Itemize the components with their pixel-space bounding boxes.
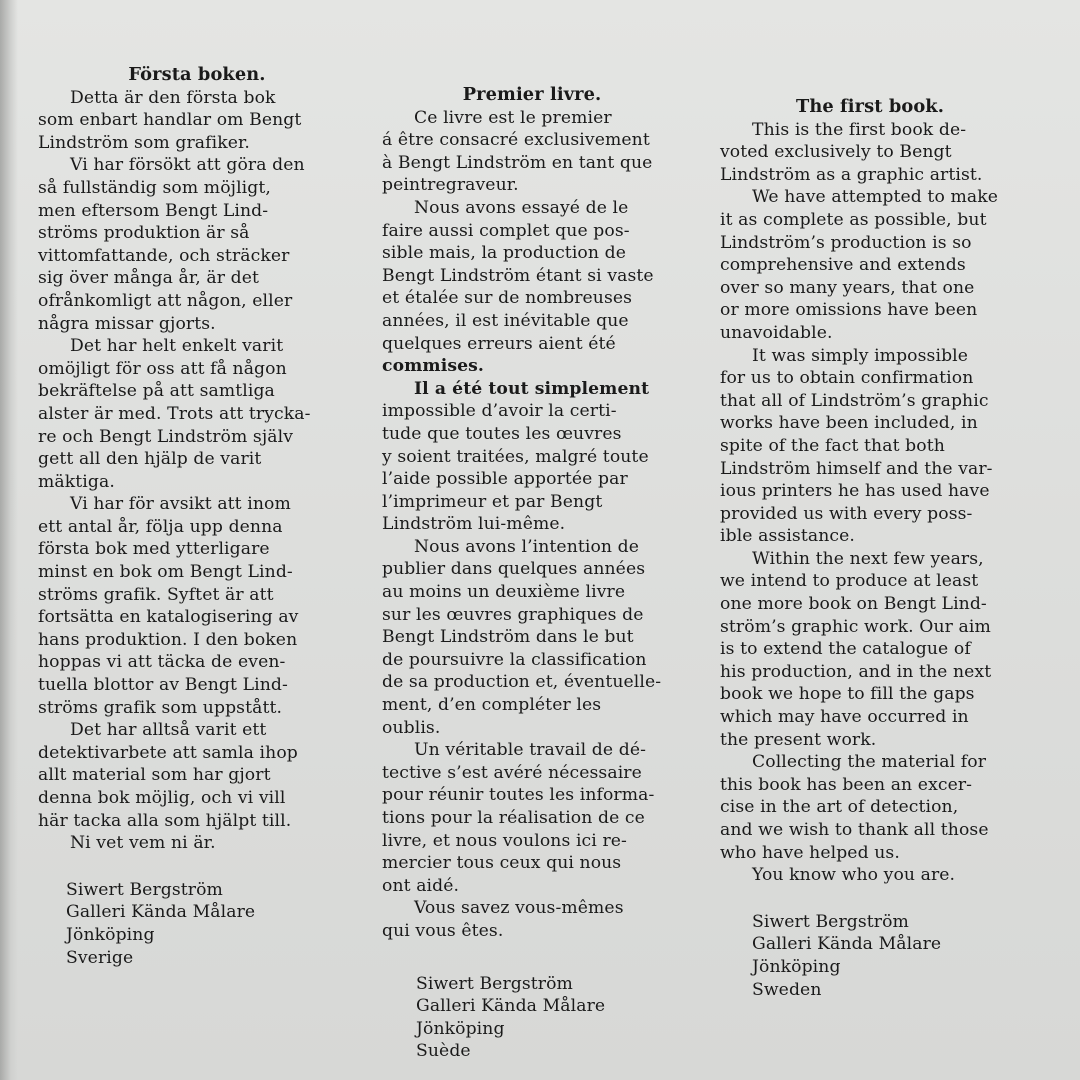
french-text-line: oublis. — [382, 717, 441, 738]
french-text-line: et étalée sur de nombreuses — [382, 288, 633, 309]
english-text-line: is to extend the catalogue of — [720, 639, 971, 660]
french-text-line: á être consacré exclusivement — [382, 130, 650, 151]
swedish-text-line: här tacka alla som hjälpt till. — [38, 810, 292, 831]
french-signature-line: Suède — [416, 1041, 471, 1062]
french-text-line: Un véritable travail de dé- — [414, 740, 647, 761]
swedish-text-line: första bok med ytterligare — [38, 539, 270, 560]
french-text-line: qui vous êtes. — [382, 920, 504, 941]
swedish-text-line: ofrånkomligt att någon, eller — [38, 290, 293, 311]
french-text-line: sible mais, la production de — [382, 243, 626, 264]
english-text-line: for us to obtain confirmation — [720, 368, 974, 389]
english-text-line: spite of the fact that both — [720, 435, 945, 456]
swedish-column — [38, 64, 356, 969]
french-text-line: Nous avons l’intention de — [414, 536, 640, 557]
swedish-text-line: omöjligt för oss att få någon — [38, 358, 287, 379]
swedish-body — [38, 87, 356, 855]
french-text-line: publier dans quelques années — [382, 559, 646, 580]
french-text-line: de poursuivre la classification — [382, 649, 647, 670]
english-text-line: and we wish to thank all those — [720, 820, 989, 840]
french-text-line: au moins un deuxième livre — [382, 582, 626, 603]
english-text-line: It was simply impossible — [752, 345, 969, 366]
english-text-line: comprehensive and extends — [720, 255, 966, 276]
english-text-line: one more book on Bengt Lind- — [720, 594, 987, 615]
french-text-line: Nous avons essayé de le — [414, 197, 629, 218]
swedish-text-line: så fullständig som möjligt, — [38, 177, 271, 198]
english-signature-line: Galleri Kända Målare — [752, 934, 942, 955]
english-text-line: which may have occurred in — [720, 707, 969, 728]
english-signature-line: Sweden — [752, 979, 822, 1000]
swedish-heading: Första boken. — [128, 64, 266, 85]
english-signature-line: Siwert Bergström — [752, 911, 909, 932]
english-text-line: that all of Lindström’s graphic — [720, 390, 989, 411]
swedish-text-line: mäktiga. — [38, 471, 115, 492]
french-text-line: livre, et nous voulons ici re- — [382, 830, 627, 851]
swedish-text-line: Ni vet vem ni är. — [70, 833, 216, 854]
french-text-line: Ce livre est le premier — [414, 107, 612, 128]
french-text-line: de sa production et, éventuelle- — [382, 672, 662, 693]
swedish-signature-line: Siwert Bergström — [66, 879, 223, 900]
swedish-text-line: denna bok möjlig, och vi vill — [38, 788, 286, 808]
french-text-line: années, il est inévitable que — [382, 310, 629, 331]
french-signature-line: Jönköping — [416, 1018, 505, 1039]
swedish-text-line: som enbart handlar om Bengt — [38, 110, 302, 131]
french-column — [382, 84, 682, 1063]
swedish-text-line: Vi har försökt att göra den — [70, 155, 305, 176]
french-text-line: l’imprimeur et par Bengt — [382, 491, 603, 512]
swedish-text-line: Det har alltså varit ett — [70, 720, 267, 741]
swedish-text-line: ströms produktion är så — [38, 223, 250, 244]
swedish-text-line: men eftersom Bengt Lind- — [38, 200, 269, 221]
swedish-text-line: bekräftelse på att samtliga — [38, 381, 275, 402]
english-signature-line: Jönköping — [752, 956, 841, 977]
english-text-line: unavoidable. — [720, 322, 833, 343]
french-text-line: ment, d’en compléter les — [382, 695, 602, 716]
swedish-signature-line: Jönköping — [66, 924, 155, 945]
english-text-line: This is the first book de- — [752, 119, 967, 140]
french-text-line: ont aidé. — [382, 875, 460, 896]
french-text-line: y soient traitées, malgré toute — [382, 446, 649, 467]
swedish-text-line: tuella blottor av Bengt Lind- — [38, 675, 288, 696]
english-text-line: book we hope to fill the gaps — [720, 684, 975, 705]
english-text-line: provided us with every poss- — [720, 503, 973, 524]
english-text-line: Lindström’s production is so — [720, 232, 972, 253]
french-signature — [382, 973, 682, 1063]
swedish-text-line: fortsätta en katalogisering av — [38, 607, 299, 628]
english-signature — [720, 911, 1020, 1001]
swedish-text-line: Detta är den första bok — [70, 87, 276, 108]
swedish-text-line: Vi har för avsikt att inom — [70, 494, 291, 515]
english-text-line: over so many years, that one — [720, 277, 975, 298]
english-heading: The first book. — [795, 96, 944, 117]
page-gutter-shadow — [0, 0, 18, 1080]
swedish-text-line: ströms grafik som uppstått. — [38, 697, 283, 718]
swedish-text-line: sig över många år, är det — [38, 268, 260, 289]
swedish-text-line: några missar gjorts. — [38, 313, 216, 334]
french-text-line: faire aussi complet que pos- — [382, 220, 630, 241]
french-heading: Premier livre. — [462, 84, 602, 105]
english-text-line: ible assistance. — [720, 526, 855, 547]
english-text-line: Lindström himself and the var- — [720, 458, 993, 479]
swedish-text-line: minst en bok om Bengt Lind- — [38, 562, 293, 583]
english-text-line: Lindström as a graphic artist. — [720, 164, 983, 185]
swedish-text-line: ett antal år, följa upp denna — [38, 516, 283, 537]
french-text-line: tions pour la réalisation de ce — [382, 808, 645, 828]
french-text-line: tude que toutes les œuvres — [382, 423, 622, 444]
french-text-line: mercier tous ceux qui nous — [382, 853, 622, 874]
swedish-text-line: detektivarbete att samla ihop — [38, 742, 298, 763]
swedish-signature-line: Sverige — [66, 947, 134, 968]
english-column — [720, 96, 1020, 1001]
english-text-line: works have been included, in — [720, 413, 978, 434]
english-text-line: We have attempted to make — [752, 187, 998, 208]
french-text-line: Vous savez vous-mêmes — [414, 898, 624, 919]
english-text-line: Collecting the material for — [752, 752, 987, 773]
english-text-line: cise in the art of detection, — [720, 797, 959, 818]
french-text-line: tective s’est avéré nécessaire — [382, 762, 642, 783]
swedish-text-line: allt material som har gjort — [38, 765, 271, 786]
swedish-text-line: ströms grafik. Syftet är att — [38, 584, 274, 605]
english-text-line: his production, and in the next — [720, 661, 992, 682]
english-text-line: we intend to produce at least — [720, 571, 979, 592]
french-text-line: l’aide possible apportée par — [382, 469, 628, 490]
french-text-line: à Bengt Lindström en tant que — [382, 152, 653, 173]
english-text-line: voted exclusively to Bengt — [720, 142, 952, 163]
swedish-text-line: hans produktion. I den boken — [38, 629, 298, 650]
english-text-line: ious printers he has used have — [720, 481, 990, 502]
french-signature-line: Galleri Kända Målare — [416, 996, 606, 1017]
english-text-line: who have helped us. — [720, 842, 900, 863]
french-text-line: Il a été tout simplement — [414, 378, 650, 399]
swedish-text-line: re och Bengt Lindström själv — [38, 426, 294, 447]
english-text-line: the present work. — [720, 729, 877, 750]
swedish-text-line: alster är med. Trots att trycka- — [38, 403, 311, 424]
french-text-line: quelques erreurs aient été — [382, 333, 616, 354]
swedish-text-line: Det har helt enkelt varit — [70, 336, 284, 357]
english-text-line: ström’s graphic work. Our aim — [720, 616, 991, 637]
english-text-line: it as complete as possible, but — [720, 209, 987, 230]
swedish-text-line: vittomfattande, och sträcker — [38, 245, 290, 266]
english-text-line: this book has been an excer- — [720, 774, 973, 795]
french-text-line: Bengt Lindström dans le but — [382, 627, 634, 648]
swedish-signature-line: Galleri Kända Målare — [66, 902, 256, 923]
french-text-line: Lindström lui-même. — [382, 514, 566, 535]
french-text-line: peintregraveur. — [382, 175, 519, 196]
english-text-line: You know who you are. — [752, 865, 956, 886]
english-text-line: or more omissions have been — [720, 300, 978, 321]
french-signature-line: Siwert Bergström — [416, 973, 573, 994]
french-text-line: commises. — [382, 356, 485, 377]
french-text-line: impossible d’avoir la certi- — [382, 401, 617, 422]
english-body — [720, 119, 1020, 887]
swedish-signature — [38, 879, 356, 969]
swedish-text-line: Lindström som grafiker. — [38, 132, 250, 153]
swedish-text-line: hoppas vi att täcka de even- — [38, 652, 286, 673]
french-text-line: Bengt Lindström étant si vaste — [382, 265, 654, 286]
english-text-line: Within the next few years, — [752, 548, 984, 569]
french-text-line: sur les œuvres graphiques de — [382, 604, 644, 625]
french-text-line: pour réunir toutes les informa- — [382, 785, 655, 806]
french-body — [382, 107, 682, 943]
swedish-text-line: gett all den hjälp de varit — [38, 449, 262, 470]
